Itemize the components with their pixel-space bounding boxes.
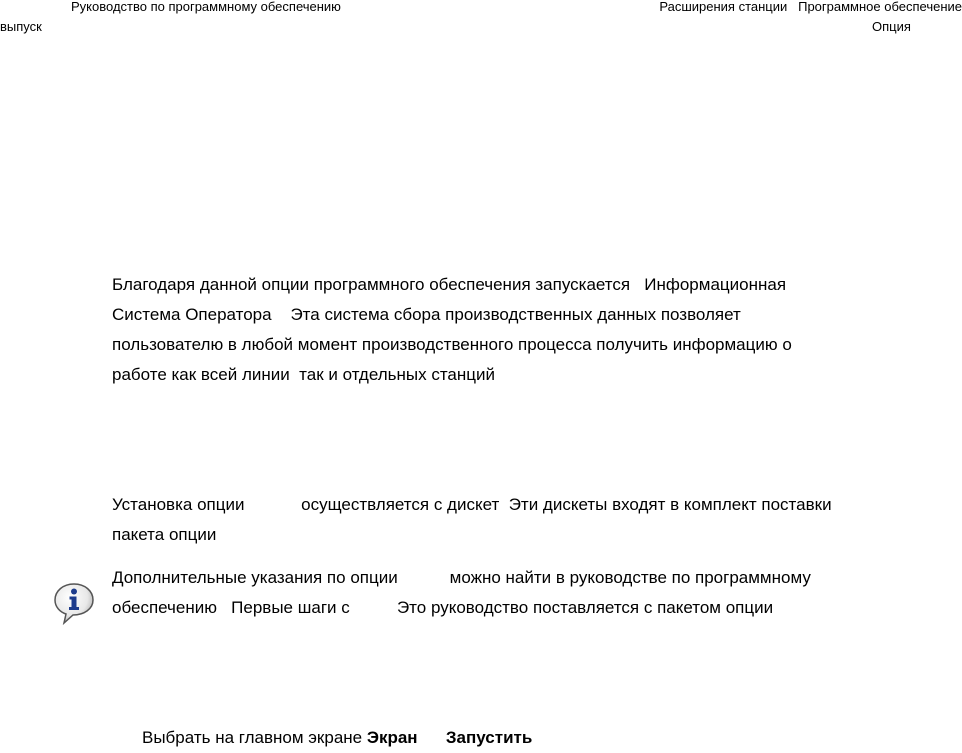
header-left-title: Руководство по программному обеспечению [71, 0, 341, 14]
header-left-subtitle: выпуск [0, 19, 42, 34]
header-right-subtitle: Опция [872, 19, 911, 34]
menu-item-screen: Экран [366, 728, 418, 747]
install-paragraph [112, 490, 832, 550]
intro-line: Система Оператора Эта система сбора производственных данных позволяет [112, 305, 741, 324]
note-paragraph [112, 563, 811, 623]
intro-line: пользователю в любой момент производственного процесса получить информацию о [112, 335, 792, 354]
instruction-gap [418, 728, 446, 747]
header-right-title: Расширения станции Программное обеспечение [659, 0, 962, 14]
install-line: пакета опции [112, 525, 217, 544]
instruction-line [142, 723, 532, 753]
menu-item-launch: Запустить [445, 728, 533, 747]
instruction-prefix: Выбрать на главном экране [142, 728, 367, 747]
install-line: Установка опции осуществляется с дискет Эти дискеты входят в комплект поставки [112, 495, 832, 514]
note-line: обеспечению Первые шаги с Это руководство поставляется с пакетом опции [112, 598, 774, 617]
note-line: Дополнительные указания по опции можно найти в руководстве по программному [112, 568, 811, 587]
info-icon [51, 580, 97, 626]
intro-line: Благодаря данной опции программного обеспечения запускается Информационная [112, 275, 787, 294]
intro-line: работе как всей линии так и отдельных станций [112, 365, 495, 384]
intro-paragraph [112, 270, 792, 390]
